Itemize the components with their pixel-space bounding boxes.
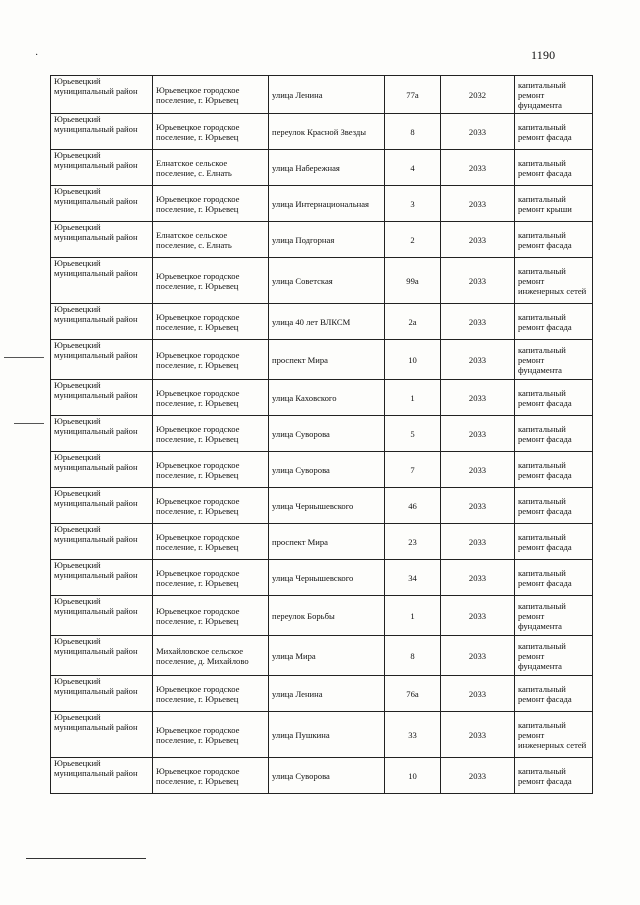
work-type-cell: капитальный ремонт фундамента	[515, 340, 593, 380]
table-row	[51, 596, 593, 636]
work-type-cell: капитальный ремонт фасада	[515, 452, 593, 488]
work-type-cell: капитальный ремонт фундамента	[515, 596, 593, 636]
street-cell: проспект Мира	[269, 524, 385, 560]
house-number-cell: 2	[385, 222, 441, 258]
district-cell: Юрьевецкий муниципальный район	[51, 524, 153, 560]
year-cell: 2033	[441, 560, 515, 596]
table-row	[51, 524, 593, 560]
house-number-cell: 2а	[385, 304, 441, 340]
house-number-cell: 46	[385, 488, 441, 524]
street-cell: улица Мира	[269, 636, 385, 676]
district-cell: Юрьевецкий муниципальный район	[51, 596, 153, 636]
work-type-cell: капитальный ремонт фундамента	[515, 636, 593, 676]
district-cell: Юрьевецкий муниципальный район	[51, 150, 153, 186]
street-cell: улица Подгорная	[269, 222, 385, 258]
district-cell: Юрьевецкий муниципальный район	[51, 758, 153, 794]
margin-mark	[14, 423, 44, 424]
street-cell: улица Чернышевского	[269, 560, 385, 596]
table-row	[51, 258, 593, 304]
district-cell: Юрьевецкий муниципальный район	[51, 416, 153, 452]
year-cell: 2033	[441, 186, 515, 222]
street-cell: переулок Красной Звезды	[269, 114, 385, 150]
table-row	[51, 712, 593, 758]
house-number-cell: 3	[385, 186, 441, 222]
settlement-cell: Юрьевецкое городское поселение, г. Юрьевец	[153, 380, 269, 416]
margin-mark	[4, 357, 44, 358]
year-cell: 2033	[441, 150, 515, 186]
house-number-cell: 99а	[385, 258, 441, 304]
house-number-cell: 1	[385, 380, 441, 416]
district-cell: Юрьевецкий муниципальный район	[51, 258, 153, 304]
district-cell: Юрьевецкий муниципальный район	[51, 304, 153, 340]
table-row	[51, 304, 593, 340]
year-cell: 2032	[441, 76, 515, 114]
work-type-cell: капитальный ремонт фасада	[515, 488, 593, 524]
table-row	[51, 636, 593, 676]
district-cell: Юрьевецкий муниципальный район	[51, 636, 153, 676]
district-cell: Юрьевецкий муниципальный район	[51, 488, 153, 524]
house-number-cell: 10	[385, 340, 441, 380]
table-row	[51, 452, 593, 488]
settlement-cell: Елнатское сельское поселение, с. Елнать	[153, 222, 269, 258]
house-number-cell: 77а	[385, 76, 441, 114]
year-cell: 2033	[441, 596, 515, 636]
work-type-cell: капитальный ремонт инженерных сетей	[515, 712, 593, 758]
table-row	[51, 222, 593, 258]
street-cell: улица Набережная	[269, 150, 385, 186]
year-cell: 2033	[441, 676, 515, 712]
district-cell: Юрьевецкий муниципальный район	[51, 114, 153, 150]
settlement-cell: Юрьевецкое городское поселение, г. Юрьевец	[153, 758, 269, 794]
year-cell: 2033	[441, 488, 515, 524]
settlement-cell: Юрьевецкое городское поселение, г. Юрьевец	[153, 258, 269, 304]
table-row	[51, 150, 593, 186]
year-cell: 2033	[441, 304, 515, 340]
table-row	[51, 676, 593, 712]
work-type-cell: капитальный ремонт фасада	[515, 114, 593, 150]
work-type-cell: капитальный ремонт фасада	[515, 676, 593, 712]
year-cell: 2033	[441, 222, 515, 258]
table-row	[51, 340, 593, 380]
housing-repair-table	[50, 75, 593, 794]
street-cell: улица Пушкина	[269, 712, 385, 758]
year-cell: 2033	[441, 380, 515, 416]
page-number: 1190	[531, 48, 556, 62]
street-cell: улица 40 лет ВЛКСМ	[269, 304, 385, 340]
street-cell: улица Суворова	[269, 416, 385, 452]
table-row	[51, 380, 593, 416]
year-cell: 2033	[441, 114, 515, 150]
street-cell: улица Ленина	[269, 676, 385, 712]
table-row	[51, 76, 593, 114]
house-number-cell: 5	[385, 416, 441, 452]
work-type-cell: капитальный ремонт крыши	[515, 186, 593, 222]
street-cell: улица Советская	[269, 258, 385, 304]
street-cell: улица Суворова	[269, 758, 385, 794]
house-number-cell: 10	[385, 758, 441, 794]
district-cell: Юрьевецкий муниципальный район	[51, 340, 153, 380]
settlement-cell: Юрьевецкое городское поселение, г. Юрьевец	[153, 560, 269, 596]
settlement-cell: Юрьевецкое городское поселение, г. Юрьевец	[153, 676, 269, 712]
house-number-cell: 76а	[385, 676, 441, 712]
table-row	[51, 186, 593, 222]
settlement-cell: Михайловское сельское поселение, д. Михайлово	[153, 636, 269, 676]
district-cell: Юрьевецкий муниципальный район	[51, 186, 153, 222]
house-number-cell: 8	[385, 636, 441, 676]
settlement-cell: Юрьевецкое городское поселение, г. Юрьевец	[153, 712, 269, 758]
work-type-cell: капитальный ремонт фасада	[515, 560, 593, 596]
district-cell: Юрьевецкий муниципальный район	[51, 222, 153, 258]
street-cell: улица Чернышевского	[269, 488, 385, 524]
year-cell: 2033	[441, 452, 515, 488]
house-number-cell: 7	[385, 452, 441, 488]
house-number-cell: 1	[385, 596, 441, 636]
settlement-cell: Юрьевецкое городское поселение, г. Юрьевец	[153, 76, 269, 114]
settlement-cell: Юрьевецкое городское поселение, г. Юрьевец	[153, 114, 269, 150]
house-number-cell: 33	[385, 712, 441, 758]
house-number-cell: 8	[385, 114, 441, 150]
settlement-cell: Юрьевецкое городское поселение, г. Юрьевец	[153, 488, 269, 524]
stray-dot: ·	[35, 50, 39, 61]
street-cell: переулок Борьбы	[269, 596, 385, 636]
year-cell: 2033	[441, 258, 515, 304]
district-cell: Юрьевецкий муниципальный район	[51, 380, 153, 416]
work-type-cell: капитальный ремонт инженерных сетей	[515, 258, 593, 304]
district-cell: Юрьевецкий муниципальный район	[51, 712, 153, 758]
work-type-cell: капитальный ремонт фасада	[515, 222, 593, 258]
table-row	[51, 560, 593, 596]
work-type-cell: капитальный ремонт фасада	[515, 150, 593, 186]
street-cell: улица Каховского	[269, 380, 385, 416]
work-type-cell: капитальный ремонт фасада	[515, 380, 593, 416]
settlement-cell: Юрьевецкое городское поселение, г. Юрьевец	[153, 186, 269, 222]
street-cell: улица Ленина	[269, 76, 385, 114]
table-row	[51, 114, 593, 150]
table-body	[51, 76, 593, 794]
house-number-cell: 23	[385, 524, 441, 560]
year-cell: 2033	[441, 712, 515, 758]
settlement-cell: Елнатское сельское поселение, с. Елнать	[153, 150, 269, 186]
settlement-cell: Юрьевецкое городское поселение, г. Юрьевец	[153, 452, 269, 488]
settlement-cell: Юрьевецкое городское поселение, г. Юрьевец	[153, 416, 269, 452]
year-cell: 2033	[441, 758, 515, 794]
table-row	[51, 416, 593, 452]
work-type-cell: капитальный ремонт фасада	[515, 304, 593, 340]
work-type-cell: капитальный ремонт фасада	[515, 416, 593, 452]
work-type-cell: капитальный ремонт фасада	[515, 524, 593, 560]
year-cell: 2033	[441, 524, 515, 560]
settlement-cell: Юрьевецкое городское поселение, г. Юрьевец	[153, 304, 269, 340]
table-row	[51, 758, 593, 794]
street-cell: проспект Мира	[269, 340, 385, 380]
house-number-cell: 4	[385, 150, 441, 186]
work-type-cell: капитальный ремонт фундамента	[515, 76, 593, 114]
year-cell: 2033	[441, 416, 515, 452]
settlement-cell: Юрьевецкое городское поселение, г. Юрьевец	[153, 524, 269, 560]
street-cell: улица Интернациональная	[269, 186, 385, 222]
street-cell: улица Суворова	[269, 452, 385, 488]
settlement-cell: Юрьевецкое городское поселение, г. Юрьевец	[153, 340, 269, 380]
work-type-cell: капитальный ремонт фасада	[515, 758, 593, 794]
district-cell: Юрьевецкий муниципальный район	[51, 560, 153, 596]
house-number-cell: 34	[385, 560, 441, 596]
district-cell: Юрьевецкий муниципальный район	[51, 76, 153, 114]
year-cell: 2033	[441, 340, 515, 380]
year-cell: 2033	[441, 636, 515, 676]
table-row	[51, 488, 593, 524]
district-cell: Юрьевецкий муниципальный район	[51, 676, 153, 712]
district-cell: Юрьевецкий муниципальный район	[51, 452, 153, 488]
footnote-separator	[26, 858, 146, 859]
settlement-cell: Юрьевецкое городское поселение, г. Юрьевец	[153, 596, 269, 636]
